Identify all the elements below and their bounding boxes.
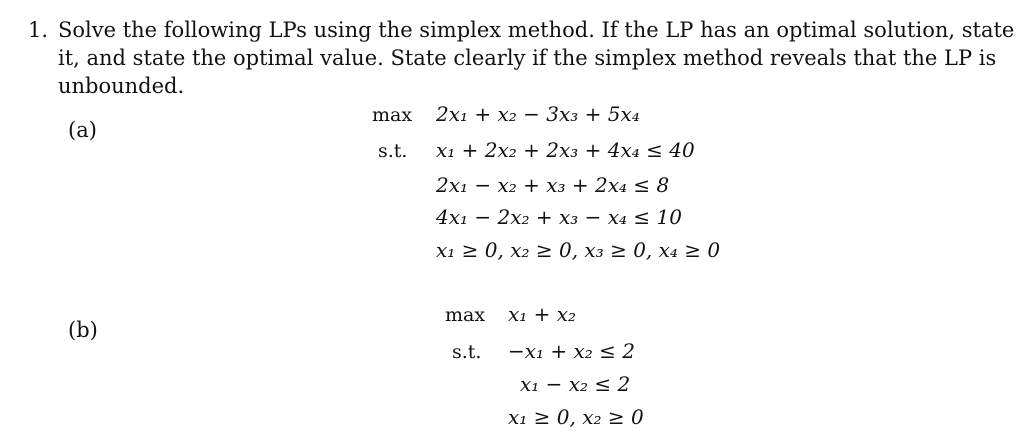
part-a-constraint-1: x₁ + 2x₂ + 2x₃ + 4x₄ ≤ 40 — [436, 138, 695, 162]
part-a-max-keyword: max — [372, 104, 413, 126]
part-b-constraint-2: x₁ − x₂ ≤ 2 — [520, 372, 631, 396]
problem-text-line-1: Solve the following LPs using the simplex method. If the LP has an optimal solution, state — [58, 18, 1015, 42]
part-a-objective: 2x₁ + x₂ − 3x₃ + 5x₄ — [436, 102, 640, 126]
problem-text-line-3: unbounded. — [58, 74, 185, 98]
part-b-objective: x₁ + x₂ — [508, 302, 577, 326]
part-a-constraint-2: 2x₁ − x₂ + x₃ + 2x₄ ≤ 8 — [436, 173, 670, 197]
part-b-label: (b) — [68, 318, 98, 342]
part-b-nonnegativity: x₁ ≥ 0, x₂ ≥ 0 — [508, 405, 644, 429]
problem-text-line-2: it, and state the optimal value. State clearly if the simplex method reveals that the LP is — [58, 46, 997, 70]
problem-number: 1. — [28, 18, 49, 42]
part-b-max-keyword: max — [445, 304, 486, 326]
part-b-st-keyword: s.t. — [452, 341, 482, 363]
part-a-label: (a) — [68, 118, 97, 142]
part-a-st-keyword: s.t. — [378, 140, 408, 162]
part-a-nonnegativity: x₁ ≥ 0, x₂ ≥ 0, x₃ ≥ 0, x₄ ≥ 0 — [436, 238, 721, 262]
part-b-constraint-1: −x₁ + x₂ ≤ 2 — [508, 339, 636, 363]
part-a-constraint-3: 4x₁ − 2x₂ + x₃ − x₄ ≤ 10 — [436, 205, 682, 229]
